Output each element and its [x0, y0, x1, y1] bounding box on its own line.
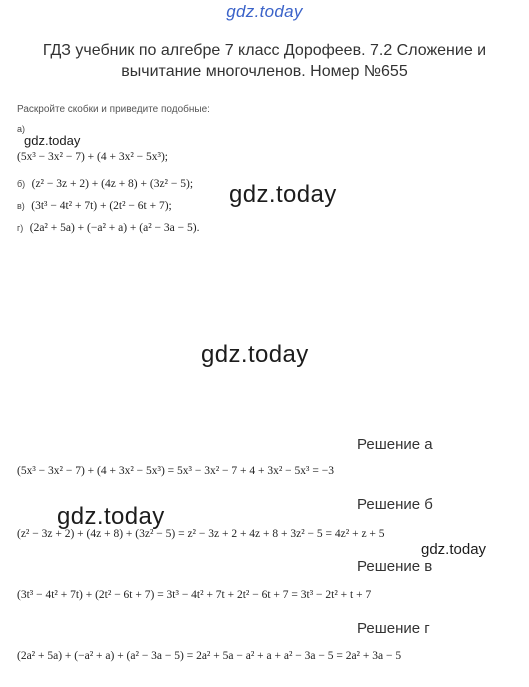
watermark-large: gdz.today — [201, 341, 309, 368]
watermark-small: gdz.today — [24, 133, 81, 148]
solution-heading-b: Решение б — [357, 496, 433, 513]
solution-heading-c: Решение в — [357, 558, 433, 575]
task-item-expression-c: (3t³ − 4t² + 7t) + (2t² − 6t + 7); — [31, 200, 172, 212]
solution-heading-d: Решение г — [357, 620, 430, 637]
solution-expression-a: (5x³ − 3x² − 7) + (4 + 3x² − 5x³) = 5x³ − 3x² − 7 + 4 + 3x² − 5x³ = −3 — [17, 465, 334, 477]
task-item-label-d: г) — [17, 223, 24, 233]
solution-expression-b: (z² − 3z + 2) + (4z + 8) + (3z² − 5) = z² − 3z + 2 + 4z + 8 + 3z² − 5 = 4z² + z + 5 — [17, 528, 385, 540]
task-item-d — [17, 218, 199, 236]
task-item-expression-d: (2a² + 5a) + (−a² + a) + (a² − 3a − 5). — [29, 222, 200, 234]
task-prompt: Раскройте скобки и приведите подобные: — [17, 104, 210, 115]
watermark-small: gdz.today — [421, 541, 487, 558]
task-item-label-c: в) — [17, 201, 25, 211]
task-item-expression-a: (5x³ − 3x² − 7) + (4 + 3x² − 5x³); — [17, 151, 168, 163]
solution-heading-a: Решение а — [357, 436, 433, 453]
task-item-b — [17, 174, 193, 192]
task-item-expression-b: (z² − 3z + 2) + (4z + 8) + (3z² − 5); — [31, 178, 194, 190]
watermark-large: gdz.today — [229, 181, 337, 208]
task-item-label-a: а) — [17, 124, 26, 134]
task-item-c — [17, 196, 172, 214]
site-logo[interactable]: gdz.today — [226, 2, 303, 21]
page-title: ГДЗ учебник по алгебре 7 класс Дорофеев. 7.2 Сложение и вычитание многочленов. Номер №655 — [42, 42, 487, 80]
solution-expression-d: (2a² + 5a) + (−a² + a) + (a² − 3a − 5) = 2a² + 5a − a² + a + a² − 3a − 5 = 2a² + 3a − 5 — [17, 650, 402, 662]
solution-expression-c: (3t³ − 4t² + 7t) + (2t² − 6t + 7) = 3t³ − 4t² + 7t + 2t² − 6t + 7 = 3t³ − 2t² + t + 7 — [17, 589, 372, 601]
watermark-large: gdz.today — [57, 503, 165, 530]
task-item-label-b: б) — [17, 179, 26, 189]
